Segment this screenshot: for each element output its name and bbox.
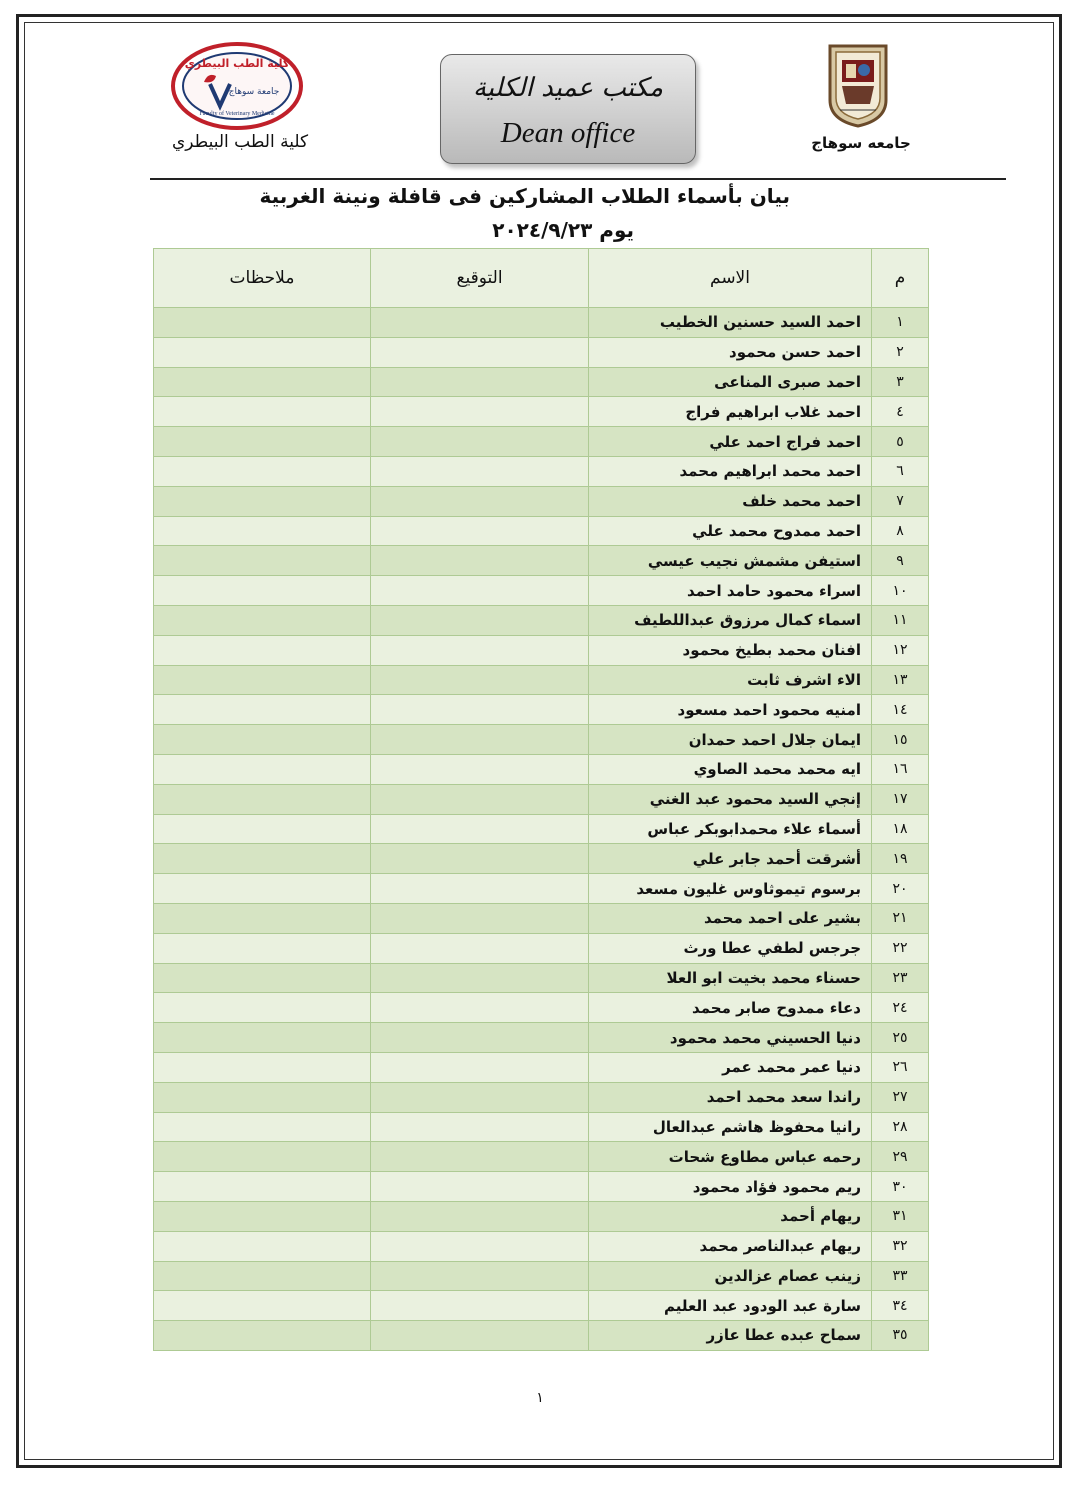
row-number: ٢٤ (872, 993, 929, 1023)
notes-cell (154, 1231, 371, 1261)
row-number: ٨ (872, 516, 929, 546)
row-number: ٣ (872, 367, 929, 397)
student-name: برسوم تيموثاوس غليون مسعد (589, 874, 872, 904)
notes-cell (154, 844, 371, 874)
signature-cell (371, 1201, 589, 1231)
row-number: ٢٨ (872, 1112, 929, 1142)
dean-office-english: Dean office (500, 117, 636, 149)
table-row (154, 308, 929, 338)
student-name: احمد ممدوح محمد علي (589, 516, 872, 546)
table-row (154, 784, 929, 814)
row-number: ١١ (872, 605, 929, 635)
notes-cell (154, 695, 371, 725)
table-row (154, 605, 929, 635)
notes-cell (154, 635, 371, 665)
dean-office-arabic: مكتب عميد الكلية (472, 73, 664, 103)
signature-cell (371, 1142, 589, 1172)
sohag-university-logo (822, 42, 894, 128)
signature-cell (371, 1112, 589, 1142)
notes-cell (154, 1112, 371, 1142)
notes-cell (154, 784, 371, 814)
student-name: إنجي السيد محمود عبد الغني (589, 784, 872, 814)
notes-cell (154, 367, 371, 397)
faculty-logo-subtitle: جامعة سوهاج (228, 87, 280, 97)
row-number: ٢٩ (872, 1142, 929, 1172)
signature-cell (371, 1082, 589, 1112)
student-name: افنان محمد بطيخ محمود (589, 635, 872, 665)
signature-cell (371, 874, 589, 904)
student-name: جرجس لطفي عطا ورث (589, 933, 872, 963)
notes-cell (154, 1291, 371, 1321)
table-row (154, 1112, 929, 1142)
signature-cell (371, 456, 589, 486)
row-number: ٢٠ (872, 874, 929, 904)
table-row (154, 516, 929, 546)
document-title: بيان بأسماء الطلاب المشاركين فى قافلة ونينة الغربية (259, 184, 790, 208)
student-name: دنيا الحسيني محمد محمود (589, 1023, 872, 1053)
student-name: زينب عصام عزالدين (589, 1261, 872, 1291)
table-row (154, 1201, 929, 1231)
notes-cell (154, 427, 371, 457)
notes-cell (154, 1321, 371, 1351)
signature-cell (371, 963, 589, 993)
student-name: دنيا عمر محمد عمر (589, 1052, 872, 1082)
row-number: ١٠ (872, 576, 929, 606)
signature-cell (371, 784, 589, 814)
student-name: أشرقت أحمد جابر علي (589, 844, 872, 874)
row-number: ٢ (872, 337, 929, 367)
student-name: راندا سعد محمد احمد (589, 1082, 872, 1112)
notes-cell (154, 486, 371, 516)
signature-cell (371, 1321, 589, 1351)
faculty-name: كلية الطب البيطري (171, 132, 309, 152)
signature-cell (371, 605, 589, 635)
row-number: ١٦ (872, 754, 929, 784)
signature-cell (371, 844, 589, 874)
table-row (154, 1023, 929, 1053)
signature-cell (371, 308, 589, 338)
page-number: ١ (536, 1390, 544, 1406)
notes-cell (154, 1201, 371, 1231)
table-row (154, 1291, 929, 1321)
table-row (154, 1052, 929, 1082)
notes-cell (154, 456, 371, 486)
table-row (154, 963, 929, 993)
row-number: ١٤ (872, 695, 929, 725)
student-name: احمد فراج احمد علي (589, 427, 872, 457)
table-row (154, 844, 929, 874)
student-name: احمد صبرى المناعى (589, 367, 872, 397)
notes-cell (154, 1172, 371, 1202)
notes-cell (154, 516, 371, 546)
notes-cell (154, 993, 371, 1023)
table-row (154, 397, 929, 427)
table-row (154, 1142, 929, 1172)
student-name: ريهام عبدالناصر محمد (589, 1231, 872, 1261)
row-number: ١٢ (872, 635, 929, 665)
signature-cell (371, 1172, 589, 1202)
signature-cell (371, 903, 589, 933)
notes-cell (154, 725, 371, 755)
signature-cell (371, 1052, 589, 1082)
signature-cell (371, 427, 589, 457)
student-name: امنيه محمود احمد مسعود (589, 695, 872, 725)
student-name: احمد حسن محمود (589, 337, 872, 367)
signature-cell (371, 1291, 589, 1321)
faculty-logo-english: Faculty of Veterinary Medicine (199, 111, 275, 117)
students-table (153, 248, 929, 1351)
table-row (154, 486, 929, 516)
table-row (154, 933, 929, 963)
signature-cell (371, 814, 589, 844)
header-divider (150, 178, 1006, 180)
row-number: ٣١ (872, 1201, 929, 1231)
table-row (154, 635, 929, 665)
notes-cell (154, 874, 371, 904)
signature-cell (371, 993, 589, 1023)
notes-cell (154, 337, 371, 367)
notes-cell (154, 1142, 371, 1172)
table-row (154, 337, 929, 367)
row-number: ٣٢ (872, 1231, 929, 1261)
student-name: اسراء محمود حامد احمد (589, 576, 872, 606)
row-number: ٤ (872, 397, 929, 427)
column-header-name: الاسم (589, 249, 872, 308)
signature-cell (371, 933, 589, 963)
student-name: أسماء علاء محمدابوبكر عباس (589, 814, 872, 844)
row-number: ٢٦ (872, 1052, 929, 1082)
student-name: احمد غلاب ابراهيم فراج (589, 397, 872, 427)
signature-cell (371, 1261, 589, 1291)
table-row (154, 754, 929, 784)
university-name: جامعه سوهاج (811, 134, 911, 152)
notes-cell (154, 903, 371, 933)
table-row (154, 695, 929, 725)
signature-cell (371, 1023, 589, 1053)
table-row (154, 814, 929, 844)
notes-cell (154, 814, 371, 844)
student-name: دعاء ممدوح صابر محمد (589, 993, 872, 1023)
table-row (154, 427, 929, 457)
table-row (154, 665, 929, 695)
notes-cell (154, 546, 371, 576)
student-name: ريهام أحمد (589, 1201, 872, 1231)
signature-cell (371, 725, 589, 755)
table-row (154, 546, 929, 576)
student-name: ايه محمد محمد الصاوي (589, 754, 872, 784)
row-number: ١٨ (872, 814, 929, 844)
table-row (154, 874, 929, 904)
row-number: ٦ (872, 456, 929, 486)
signature-cell (371, 754, 589, 784)
notes-cell (154, 397, 371, 427)
column-header-no: م (872, 249, 929, 308)
table-row (154, 1082, 929, 1112)
student-name: احمد محمد خلف (589, 486, 872, 516)
student-name: احمد السيد حسنين الخطيب (589, 308, 872, 338)
student-name: بشير على احمد محمد (589, 903, 872, 933)
row-number: ٧ (872, 486, 929, 516)
signature-cell (371, 516, 589, 546)
student-name: اسماء كمال مرزوق عبداللطيف (589, 605, 872, 635)
notes-cell (154, 605, 371, 635)
signature-cell (371, 635, 589, 665)
faculty-logo-title: كلية الطب البيطري (184, 57, 290, 70)
row-number: ٣٠ (872, 1172, 929, 1202)
notes-cell (154, 1261, 371, 1291)
notes-cell (154, 1052, 371, 1082)
row-number: ٢٣ (872, 963, 929, 993)
row-number: ٣٤ (872, 1291, 929, 1321)
signature-cell (371, 486, 589, 516)
column-header-notes: ملاحظات (154, 249, 371, 308)
row-number: ٢١ (872, 903, 929, 933)
student-name: رحمه عباس مطاوع شحات (589, 1142, 872, 1172)
notes-cell (154, 933, 371, 963)
table-row (154, 1172, 929, 1202)
row-number: ١٧ (872, 784, 929, 814)
student-name: سارة عبد الودود عبد العليم (589, 1291, 872, 1321)
row-number: ٣٣ (872, 1261, 929, 1291)
table-row (154, 993, 929, 1023)
faculty-logo (170, 42, 304, 130)
table-header-row (154, 249, 929, 308)
signature-cell (371, 397, 589, 427)
signature-cell (371, 1231, 589, 1261)
signature-cell (371, 665, 589, 695)
notes-cell (154, 963, 371, 993)
table-row (154, 1321, 929, 1351)
table-row (154, 725, 929, 755)
notes-cell (154, 1023, 371, 1053)
student-name: حسناء محمد بخيت ابو العلا (589, 963, 872, 993)
table-row (154, 367, 929, 397)
row-number: ٩ (872, 546, 929, 576)
signature-cell (371, 695, 589, 725)
table-row (154, 456, 929, 486)
signature-cell (371, 367, 589, 397)
notes-cell (154, 665, 371, 695)
row-number: ٢٥ (872, 1023, 929, 1053)
row-number: ١٣ (872, 665, 929, 695)
signature-cell (371, 576, 589, 606)
student-name: الاء اشرف ثابت (589, 665, 872, 695)
row-number: ٢٢ (872, 933, 929, 963)
table-row (154, 903, 929, 933)
dean-office-box (440, 54, 696, 164)
row-number: ١٩ (872, 844, 929, 874)
student-name: استيفن مشمش نجيب عيسي (589, 546, 872, 576)
table-row (154, 576, 929, 606)
student-name: ريم محمود فؤاد محمود (589, 1172, 872, 1202)
row-number: ١ (872, 308, 929, 338)
student-name: رانيا محفوظ هاشم عبدالعال (589, 1112, 872, 1142)
signature-cell (371, 337, 589, 367)
student-name: ايمان جلال احمد حمدان (589, 725, 872, 755)
notes-cell (154, 576, 371, 606)
table-row (154, 1261, 929, 1291)
document-date: يوم ٢٠٢٤/٩/٢٣ (492, 218, 634, 242)
column-header-signature: التوقيع (371, 249, 589, 308)
notes-cell (154, 1082, 371, 1112)
table-row (154, 1231, 929, 1261)
signature-cell (371, 546, 589, 576)
student-name: احمد محمد ابراهيم محمد (589, 456, 872, 486)
student-name: سماح عبده عطا عازر (589, 1321, 872, 1351)
row-number: ٥ (872, 427, 929, 457)
notes-cell (154, 754, 371, 784)
row-number: ٣٥ (872, 1321, 929, 1351)
notes-cell (154, 308, 371, 338)
row-number: ٢٧ (872, 1082, 929, 1112)
row-number: ١٥ (872, 725, 929, 755)
